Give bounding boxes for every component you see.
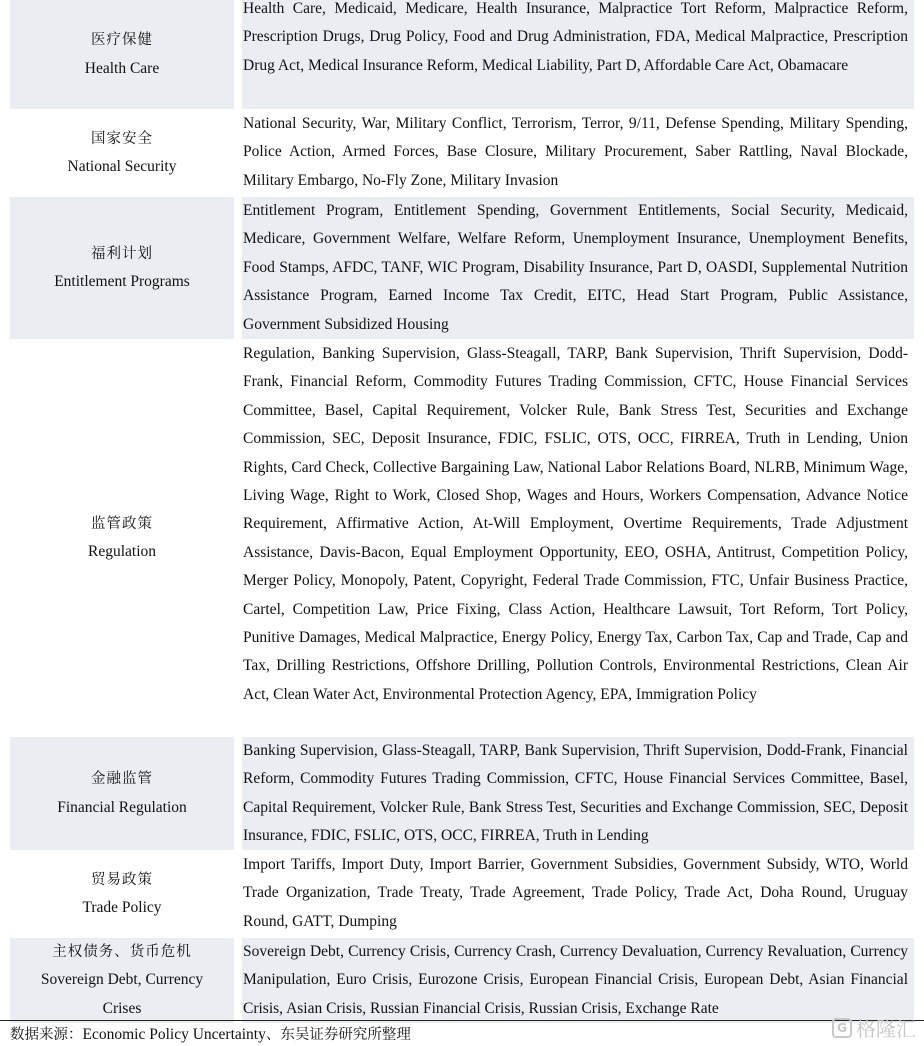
terms-cell: Entitlement Program, Entitlement Spending, Government Entitlements, Social Security, Medicaid, Medicare, Government Welfare, Welfare Reform, Unemployment Insurance, Unemployment Benefits, Food Stamps, AFDC, TANF, WIC Program, Disability Insurance, Part D, OASDI, Supplemental Nutrition Assistance Program, Earned Income Tax Credit, EITC, Head Start Program, Public Assistance, Government Subsidized Housing — [242, 197, 914, 339]
category-zh: 主权债务、货币危机 — [52, 943, 192, 960]
category-zh: 医疗保健 — [91, 32, 153, 48]
table-row — [10, 0, 914, 110]
terms-cell: Regulation, Banking Supervision, Glass-Steagall, TARP, Bank Supervision, Thrift Supervision, Dodd-Frank, Financial Reform, Commodity Futures Trading Commission, CFTC, House Financial Services Committee, Basel, Capital Requirement, Volcker Rule, Bank Stress Test, Securities and Exchange Commission, SEC, Deposit Insurance, FDIC, FSLIC, OTS, OCC, FIRREA, Truth in Lending, Union Rights, Card Check, Collective Bargaining Law, National Labor Relations Board, NLRB, Minimum Wage, Living Wage, Right to Work, Closed Shop, Wages and Hours, Workers Compensation, Advance Notice Requirement, Affirmative Action, At-Will Employment, Overtime Requirements, Trade Adjustment Assistance, Davis-Bacon, Equal Employment Opportunity, EEO, OSHA, Antitrust, Competition Policy, Merger Policy, Monopoly, Patent, Copyright, Federal Trade Commission, FTC, Unfair Business Practice, Cartel, Competition Law, Price Fixing, Class Action, Healthcare Lawsuit, Tort Reform, Tort Policy, Punitive Damages, Medical Malpractice, Energy Policy, Energy Tax, Carbon Tax, Cap and Trade, Cap and Tax, Drilling Restrictions, Offshore Drilling, Pollution Controls, Environmental Restrictions, Clean Air Act, Clean Water Act, Environmental Protection Agency, EPA, Immigration Policy — [242, 340, 914, 736]
table-row — [10, 340, 914, 737]
policy-keywords-table — [10, 0, 914, 1024]
terms-cell: Banking Supervision, Glass-Steagall, TARP, Bank Supervision, Thrift Supervision, Dodd-Frank, Financial Reform, Commodity Futures Trading Commission, CFTC, House Financial Services Committee, Basel, Capital Requirement, Volcker Rule, Bank Stress Test, Securities and Exchange Commission, SEC, Deposit Insurance, FDIC, FSLIC, OTS, OCC, FIRREA, Truth in Lending — [242, 737, 914, 850]
terms-cell: Sovereign Debt, Currency Crisis, Currency Crash, Currency Devaluation, Currency Revaluation, Currency Manipulation, Euro Crisis, Eurozone Crisis, European Financial Crisis, European Debt, Asian Financial Crisis, Asian Crisis, Russian Financial Crisis, Russian Crisis, Exchange Rate — [242, 938, 914, 1023]
category-cell — [10, 340, 242, 736]
category-en: Entitlement Programs — [54, 273, 190, 290]
table-row — [10, 851, 914, 938]
source-separator: 、 — [265, 1027, 281, 1043]
category-zh: 贸易政策 — [91, 871, 153, 888]
category-en-line2: Crises — [102, 999, 142, 1017]
gelonghui-logo-icon: G — [832, 1018, 852, 1038]
terms-cell: National Security, War, Military Conflict, Terrorism, Terror, 9/11, Defense Spending, Military Spending, Police Action, Armed Forces, Base Closure, Military Procurement, Saber Rattling, Naval Blockade, Military Embargo, No-Fly Zone, Military Invasion — [242, 110, 914, 196]
category-en: Trade Policy — [82, 899, 162, 916]
watermark — [832, 1013, 916, 1042]
source-text-en: Economic Policy Uncertainty — [82, 1026, 266, 1043]
category-en: Health Care — [84, 59, 160, 77]
category-zh: 国家安全 — [91, 130, 153, 147]
category-cell — [10, 197, 242, 339]
category-cell — [10, 110, 242, 196]
footer-divider — [0, 1020, 924, 1021]
watermark-text: 格隆汇 — [856, 1017, 916, 1041]
category-en: National Security — [67, 158, 177, 175]
table-row — [10, 110, 914, 197]
table-row — [10, 197, 914, 340]
table-row — [10, 938, 914, 1024]
category-en: Financial Regulation — [57, 798, 187, 816]
source-label: 数据来源： — [10, 1027, 83, 1043]
category-en: Regulation — [87, 543, 157, 560]
category-zh: 金融监管 — [91, 771, 153, 787]
source-note — [10, 1024, 411, 1046]
source-text-zh: 东吴证券研究所整理 — [280, 1027, 411, 1043]
category-zh: 监管政策 — [91, 515, 153, 532]
category-cell — [10, 0, 242, 109]
category-cell — [10, 938, 242, 1023]
terms-cell: Import Tariffs, Import Duty, Import Barrier, Government Subsidies, Government Subsidy, WTO, World Trade Organization, Trade Treaty, Trade Agreement, Trade Policy, Trade Act, Doha Round, Uruguay Round, GATT, Dumping — [242, 851, 914, 937]
category-cell — [10, 851, 242, 937]
terms-cell: Health Care, Medicaid, Medicare, Health Insurance, Malpractice Tort Reform, Malpractice Reform, Prescription Drugs, Drug Policy, Food and Drug Administration, FDA, Medical Malpractice, Prescription Drug Act, Medical Insurance Reform, Medical Liability, Part D, Affordable Care Act, Obamacare — [242, 0, 914, 109]
category-cell — [10, 737, 242, 850]
table-row — [10, 737, 914, 851]
category-en: Sovereign Debt, Currency — [40, 971, 204, 989]
category-zh: 福利计划 — [91, 245, 153, 262]
